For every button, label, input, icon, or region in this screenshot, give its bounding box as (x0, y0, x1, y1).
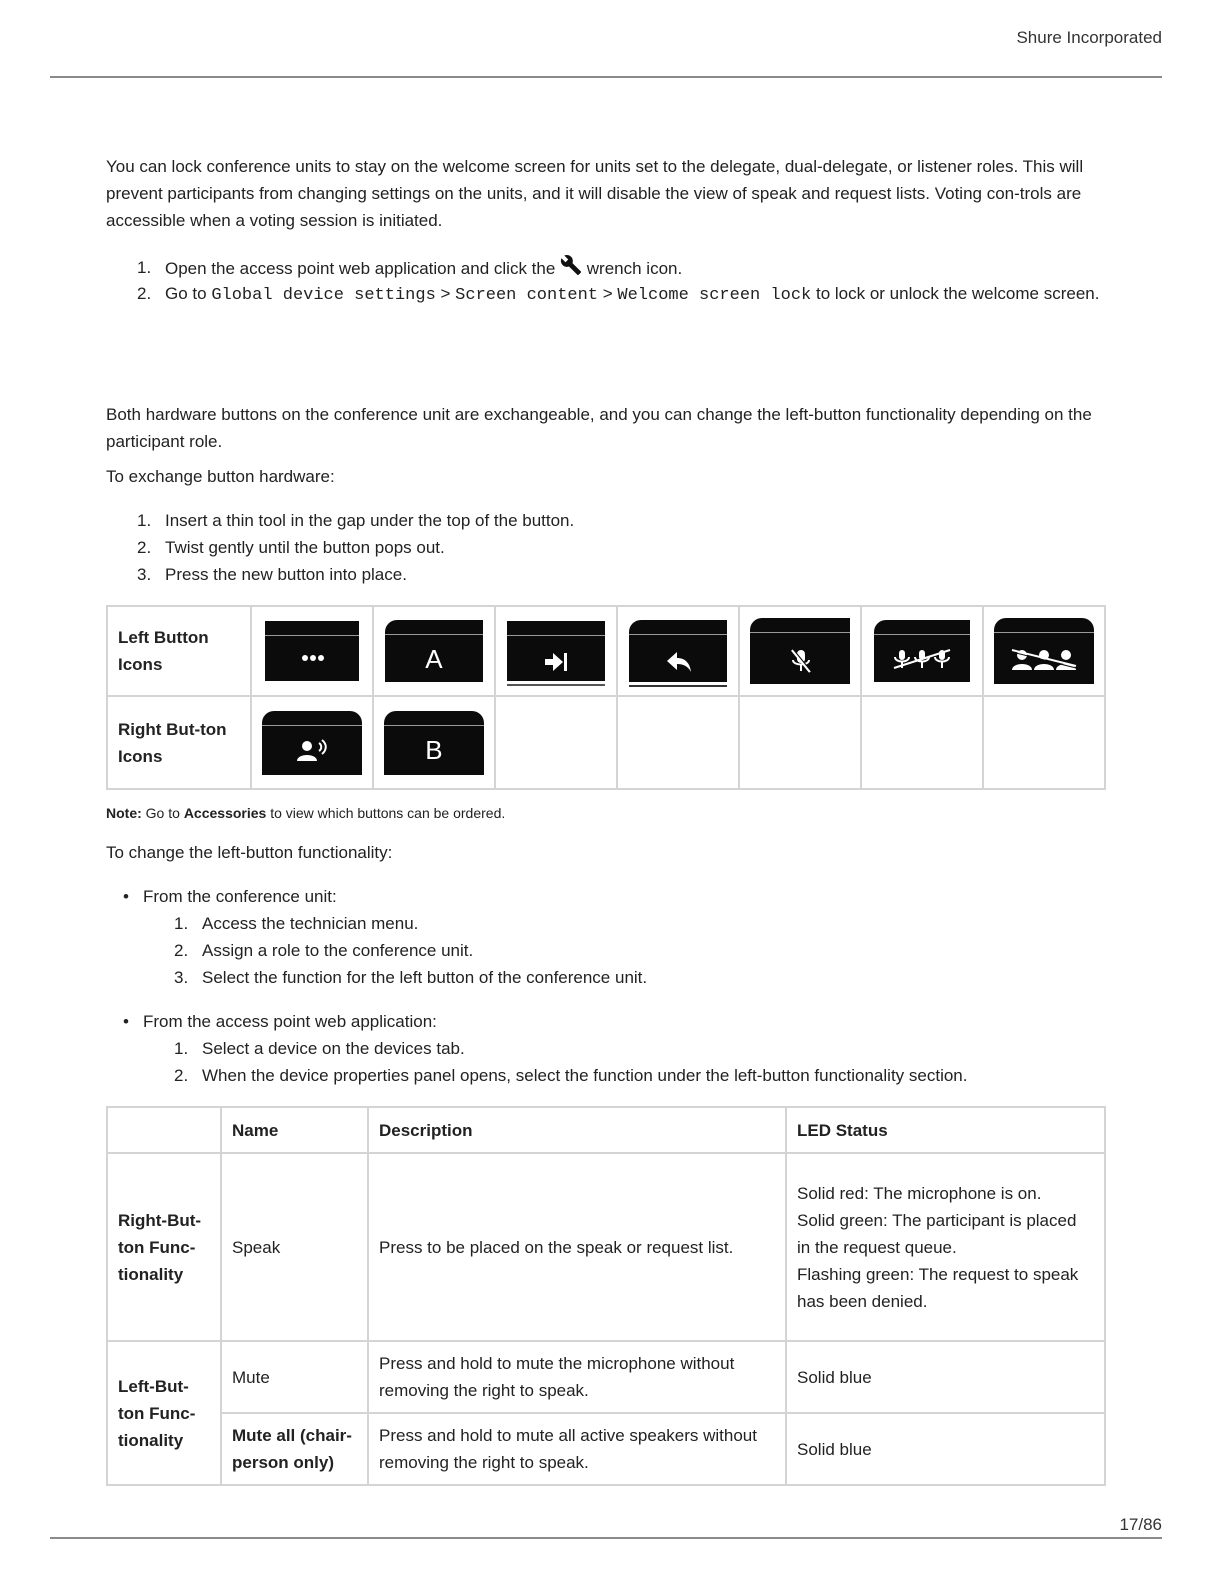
step-text: When the device properties panel opens, select the function under the left-button functionality section. (202, 1066, 968, 1085)
buttons-paragraph: Both hardware buttons on the conference unit are exchangeable, and you can change the left-button functionality depending on the participant role. (106, 405, 1092, 451)
right-button-icons-label: Right But-ton Icons (107, 696, 251, 789)
list-number: 3. (137, 565, 152, 584)
button-icons-table (106, 605, 1106, 790)
note (106, 803, 505, 823)
more-dots-icon (265, 621, 359, 681)
list-number: 1. (174, 914, 189, 933)
letter-b-icon: B (384, 711, 484, 775)
right-button-functionality-label: Right-But-ton Func-tionality (107, 1153, 221, 1341)
list-number: 2. (137, 284, 152, 303)
list-number: 1. (137, 511, 152, 530)
column-header-description: Description (368, 1107, 786, 1153)
table-cell (983, 606, 1105, 696)
empty-cell (861, 696, 983, 789)
bullet-text: From the access point web application: (143, 1012, 437, 1031)
step-text: Twist gently until the button pops out. (165, 538, 445, 557)
list-item (106, 964, 1106, 991)
change-intro: To change the left-button functionality: (106, 843, 393, 862)
list-number: 3. (174, 968, 189, 987)
list-item (106, 254, 1106, 282)
buttons-section (106, 401, 1106, 588)
led-status-line: Flashing green: The request to speak has been denied. (797, 1264, 1079, 1311)
table-header-row (107, 1107, 1105, 1153)
menu-path-global-device-settings: Global device settings (211, 286, 436, 305)
path-separator: > (602, 284, 613, 303)
button-functionality-table (106, 1106, 1106, 1486)
mute-all-participants-icon (994, 618, 1094, 684)
table-cell (251, 606, 373, 696)
change-functionality-section (106, 839, 1106, 1089)
table-row (107, 1413, 1105, 1485)
table-cell (617, 606, 739, 696)
next-speaker-icon (507, 621, 605, 681)
wrench-icon (560, 254, 582, 276)
bullet: • (123, 887, 129, 906)
led-status-line: Solid red: The microphone is on. (797, 1183, 1042, 1203)
intro-paragraph: You can lock conference units to stay on the welcome screen for units set to the delegate, dual-delegate, or listener roles. This will prevent participants from changing settings on the units, and it will disable the view of speak and request lists. Voting con-trols are accessible when a voting session is initiated. (106, 157, 1084, 230)
led-status-line: Solid green: The participant is placed in the request queue. (797, 1210, 1077, 1257)
header-company-name: Shure Incorporated (1016, 28, 1162, 47)
table-cell (861, 606, 983, 696)
column-header-led-status: LED Status (786, 1107, 1105, 1153)
left-button-functionality-label: Left-But-ton Func-tionality (107, 1341, 221, 1485)
list-item (106, 883, 1106, 910)
function-description: Press and hold to mute all active speakers without removing the right to speak. (368, 1413, 786, 1485)
speaking-person-icon (262, 711, 362, 775)
step-text: Open the access point web application and click the (165, 259, 556, 278)
step-text: wrench icon. (586, 259, 683, 278)
step-text: Press the new button into place. (165, 565, 407, 584)
intro-section (106, 153, 1106, 234)
led-status: Solid blue (786, 1413, 1105, 1485)
header-divider (50, 76, 1162, 78)
note-text: to view which buttons can be ordered. (270, 805, 506, 821)
table-cell (495, 606, 617, 696)
step-text: Insert a thin tool in the gap under the top of the button. (165, 511, 575, 530)
list-item (106, 910, 1106, 937)
step-text: Access the technician menu. (202, 914, 419, 933)
empty-cell (739, 696, 861, 789)
empty-cell (617, 696, 739, 789)
function-name: Mute all (chair-person only) (221, 1413, 368, 1485)
note-text: Go to (145, 805, 180, 821)
bullet: • (123, 1012, 129, 1031)
list-number: 2. (137, 538, 152, 557)
microphone-muted-icon (750, 618, 850, 684)
function-name: Speak (221, 1153, 368, 1341)
list-number: 2. (174, 941, 189, 960)
column-header-blank (107, 1107, 221, 1153)
bullet-text: From the conference unit: (143, 887, 337, 906)
step-text: Assign a role to the conference unit. (202, 941, 474, 960)
table-cell (373, 696, 495, 789)
function-name: Mute (221, 1341, 368, 1413)
menu-path-welcome-screen-lock: Welcome screen lock (617, 286, 812, 305)
table-row (107, 696, 1105, 789)
table-cell (251, 696, 373, 789)
list-number: 1. (137, 258, 152, 277)
list-item (106, 1062, 1106, 1089)
list-item (106, 1035, 1106, 1062)
list-number: 2. (174, 1066, 189, 1085)
accessories-link[interactable]: Accessories (183, 805, 267, 821)
list-item (106, 937, 1106, 964)
function-description: Press and hold to mute the microphone without removing the right to speak. (368, 1341, 786, 1413)
list-item (106, 280, 1106, 309)
led-status: Solid blue (786, 1341, 1105, 1413)
table-row (107, 606, 1105, 696)
left-button-icons-label: Left Button Icons (107, 606, 251, 696)
page-number: 17/86 (1119, 1515, 1162, 1534)
empty-cell (983, 696, 1105, 789)
list-item (106, 1008, 1106, 1035)
table-row (107, 1341, 1105, 1413)
lock-steps (106, 254, 1106, 309)
exchange-intro: To exchange button hardware: (106, 467, 335, 486)
mute-all-microphones-icon (874, 620, 970, 682)
menu-path-screen-content: Screen content (455, 286, 598, 305)
table-row (107, 1153, 1105, 1341)
step-text: Select a device on the devices tab. (202, 1039, 465, 1058)
table-cell (373, 606, 495, 696)
letter-a-icon: A (385, 620, 483, 682)
list-item (106, 561, 1106, 588)
step-text: to lock or unlock the welcome screen. (815, 284, 1100, 303)
empty-cell (495, 696, 617, 789)
list-item (106, 534, 1106, 561)
path-separator: > (440, 284, 451, 303)
column-header-name: Name (221, 1107, 368, 1153)
reply-arrow-icon (629, 620, 727, 682)
list-number: 1. (174, 1039, 189, 1058)
note-label: Note: (106, 805, 142, 821)
function-description: Press to be placed on the speak or request list. (368, 1153, 786, 1341)
step-text: Select the function for the left button of the conference unit. (202, 968, 648, 987)
list-item (106, 507, 1106, 534)
step-text: Go to (165, 284, 207, 303)
table-cell (739, 606, 861, 696)
led-status (786, 1153, 1105, 1341)
footer-divider (50, 1537, 1162, 1539)
